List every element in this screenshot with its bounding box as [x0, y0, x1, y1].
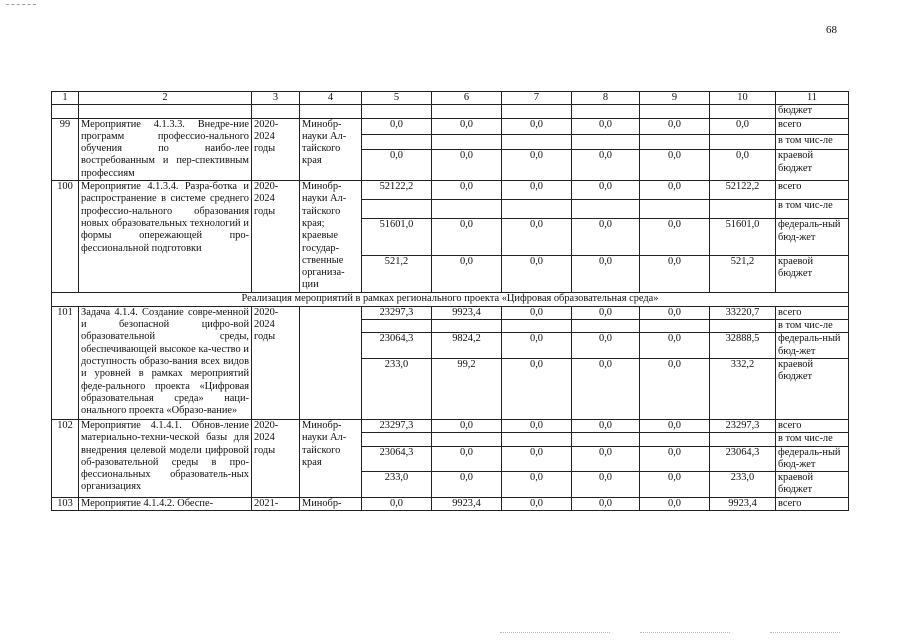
amount-cell: 233,0 [710, 472, 776, 498]
funding-source: всего [776, 181, 849, 200]
section-header-row [52, 292, 849, 306]
executor [300, 306, 362, 419]
row-number: 103 [52, 497, 79, 510]
funding-source: федераль-ный бюд-жет [776, 333, 849, 359]
table-row [52, 306, 849, 319]
period: 2020-2024 годы [252, 306, 300, 419]
amount-cell: 233,0 [362, 472, 432, 498]
row-number: 101 [52, 306, 79, 419]
period: 2021- [252, 497, 300, 510]
column-header: 6 [432, 92, 502, 105]
funding-source: в том чис-ле [776, 200, 849, 219]
amount-cell: 0,0 [640, 419, 710, 432]
funding-source: краевой бюджет [776, 150, 849, 181]
row-number: 100 [52, 181, 79, 293]
amount-cell: 0,0 [640, 446, 710, 472]
funding-source: всего [776, 419, 849, 432]
amount-cell: 0,0 [640, 333, 710, 359]
amount-cell: 99,2 [432, 358, 502, 419]
measure-title: Мероприятие 4.1.3.3. Внедре-ние программ профессио-нального обучения по наибо-лее востребованным и пер-спективным профессиям [79, 118, 252, 180]
amount-cell: 23064,3 [362, 333, 432, 359]
amount-cell: 0,0 [502, 333, 572, 359]
amount-cell: 332,2 [710, 358, 776, 419]
amount-cell: 0,0 [572, 181, 640, 200]
amount-cell: 0,0 [432, 181, 502, 200]
amount-cell: 0,0 [432, 446, 502, 472]
amount-cell: 0,0 [640, 306, 710, 319]
scan-artifact [500, 632, 610, 633]
column-header: 9 [640, 92, 710, 105]
funding-source: краевой бюджет [776, 255, 849, 292]
funding-source: всего [776, 118, 849, 134]
amount-cell: 0,0 [640, 497, 710, 510]
funding-source: всего [776, 497, 849, 510]
funding-source: бюджет [776, 105, 849, 118]
amount-cell: 0,0 [432, 419, 502, 432]
executor: Минобр-науки Ал-тайского края [300, 419, 362, 497]
amount-cell: 521,2 [710, 255, 776, 292]
amount-cell: 0,0 [572, 150, 640, 181]
funding-source: федераль-ный бюд-жет [776, 219, 849, 256]
column-header: 5 [362, 92, 432, 105]
row-number: 102 [52, 419, 79, 497]
table-row [52, 419, 849, 432]
funding-source: в том чис-ле [776, 433, 849, 446]
amount-cell: 0,0 [640, 358, 710, 419]
amount-cell: 9923,4 [432, 306, 502, 319]
funding-source: в том чис-ле [776, 320, 849, 333]
executor: Минобр- [300, 497, 362, 510]
measure-title: Мероприятие 4.1.4.1. Обнов-ление материально-техни-ческой базы для внедрения целевой модели цифровой об-разовательной среды в про-фессиональных образователь-ных организациях [79, 419, 252, 497]
amount-cell: 0,0 [432, 472, 502, 498]
amount-cell: 23064,3 [362, 446, 432, 472]
executor: Минобр-науки Ал-тайского края [300, 118, 362, 180]
amount-cell: 0,0 [502, 255, 572, 292]
amount-cell: 0,0 [432, 219, 502, 256]
scan-artifact [640, 632, 730, 633]
amount-cell: 0,0 [502, 472, 572, 498]
funding-source: всего [776, 306, 849, 319]
amount-cell: 0,0 [572, 333, 640, 359]
table-header-row [52, 92, 849, 105]
corner-scan-mark [6, 4, 36, 5]
column-header: 3 [252, 92, 300, 105]
amount-cell: 33220,7 [710, 306, 776, 319]
amount-cell: 0,0 [432, 255, 502, 292]
measure-title: Мероприятие 4.1.4.2. Обеспе- [79, 497, 252, 510]
amount-cell: 0,0 [572, 497, 640, 510]
amount-cell: 0,0 [432, 118, 502, 134]
amount-cell: 0,0 [572, 219, 640, 256]
table-row [52, 497, 849, 510]
amount-cell: 0,0 [502, 118, 572, 134]
amount-cell: 0,0 [502, 446, 572, 472]
funding-source: краевой бюджет [776, 472, 849, 498]
amount-cell: 52122,2 [710, 181, 776, 200]
amount-cell: 0,0 [502, 306, 572, 319]
amount-cell: 0,0 [572, 118, 640, 134]
executor: Минобр-науки Ал-тайского края; краевые государ-ственные организа-ции [300, 181, 362, 293]
amount-cell: 0,0 [362, 118, 432, 134]
budget-table [51, 91, 849, 511]
amount-cell: 23297,3 [362, 306, 432, 319]
funding-source: в том чис-ле [776, 134, 849, 150]
amount-cell: 0,0 [362, 150, 432, 181]
amount-cell: 23064,3 [710, 446, 776, 472]
column-header: 8 [572, 92, 640, 105]
table-row [52, 105, 849, 118]
scan-artifact [770, 632, 840, 633]
column-header: 11 [776, 92, 849, 105]
amount-cell: 0,0 [572, 255, 640, 292]
amount-cell: 0,0 [572, 419, 640, 432]
amount-cell: 0,0 [362, 497, 432, 510]
amount-cell: 0,0 [572, 472, 640, 498]
amount-cell: 0,0 [640, 472, 710, 498]
column-header: 1 [52, 92, 79, 105]
amount-cell: 9824,2 [432, 333, 502, 359]
task-title: Задача 4.1.4. Создание совре-менной и безопасной цифро-вой образовательной среды, обеспечивающей высокое ка-чество и доступность образо-вания всех видов и уровней в рамках мероприятий феде-рального проекта «Цифровая образовательная среда» наци-онального проекта «Образо-вание» [79, 306, 252, 419]
amount-cell: 0,0 [572, 446, 640, 472]
amount-cell: 0,0 [640, 150, 710, 181]
row-number: 99 [52, 118, 79, 180]
amount-cell: 51601,0 [710, 219, 776, 256]
amount-cell: 32888,5 [710, 333, 776, 359]
funding-source: федераль-ный бюд-жет [776, 446, 849, 472]
amount-cell: 51601,0 [362, 219, 432, 256]
amount-cell: 0,0 [572, 306, 640, 319]
amount-cell: 9923,4 [710, 497, 776, 510]
amount-cell: 0,0 [640, 255, 710, 292]
amount-cell: 23297,3 [362, 419, 432, 432]
table-row [52, 181, 849, 200]
amount-cell: 0,0 [502, 497, 572, 510]
amount-cell: 0,0 [710, 150, 776, 181]
amount-cell: 0,0 [640, 118, 710, 134]
amount-cell: 521,2 [362, 255, 432, 292]
section-title: Реализация мероприятий в рамках регионального проекта «Цифровая образовательная среда» [52, 292, 849, 306]
column-header: 4 [300, 92, 362, 105]
amount-cell: 0,0 [710, 118, 776, 134]
amount-cell: 0,0 [502, 181, 572, 200]
period: 2020-2024 годы [252, 118, 300, 180]
funding-source: краевой бюджет [776, 358, 849, 419]
amount-cell: 233,0 [362, 358, 432, 419]
measure-title: Мероприятие 4.1.3.4. Разра-ботка и распространение в системе среднего профессио-нального образования новых образовательных технологий и формы опережающей про-фессиональной подготовки [79, 181, 252, 293]
column-header: 2 [79, 92, 252, 105]
period: 2020-2024 годы [252, 419, 300, 497]
amount-cell: 0,0 [640, 219, 710, 256]
amount-cell: 52122,2 [362, 181, 432, 200]
amount-cell: 0,0 [432, 150, 502, 181]
column-header: 10 [710, 92, 776, 105]
amount-cell: 0,0 [502, 219, 572, 256]
amount-cell: 0,0 [572, 358, 640, 419]
table-row [52, 118, 849, 134]
page-number: 68 [826, 24, 837, 36]
period: 2020-2024 годы [252, 181, 300, 293]
amount-cell: 23297,3 [710, 419, 776, 432]
amount-cell: 0,0 [502, 150, 572, 181]
amount-cell: 0,0 [502, 419, 572, 432]
amount-cell: 0,0 [640, 181, 710, 200]
amount-cell: 9923,4 [432, 497, 502, 510]
amount-cell: 0,0 [502, 358, 572, 419]
column-header: 7 [502, 92, 572, 105]
